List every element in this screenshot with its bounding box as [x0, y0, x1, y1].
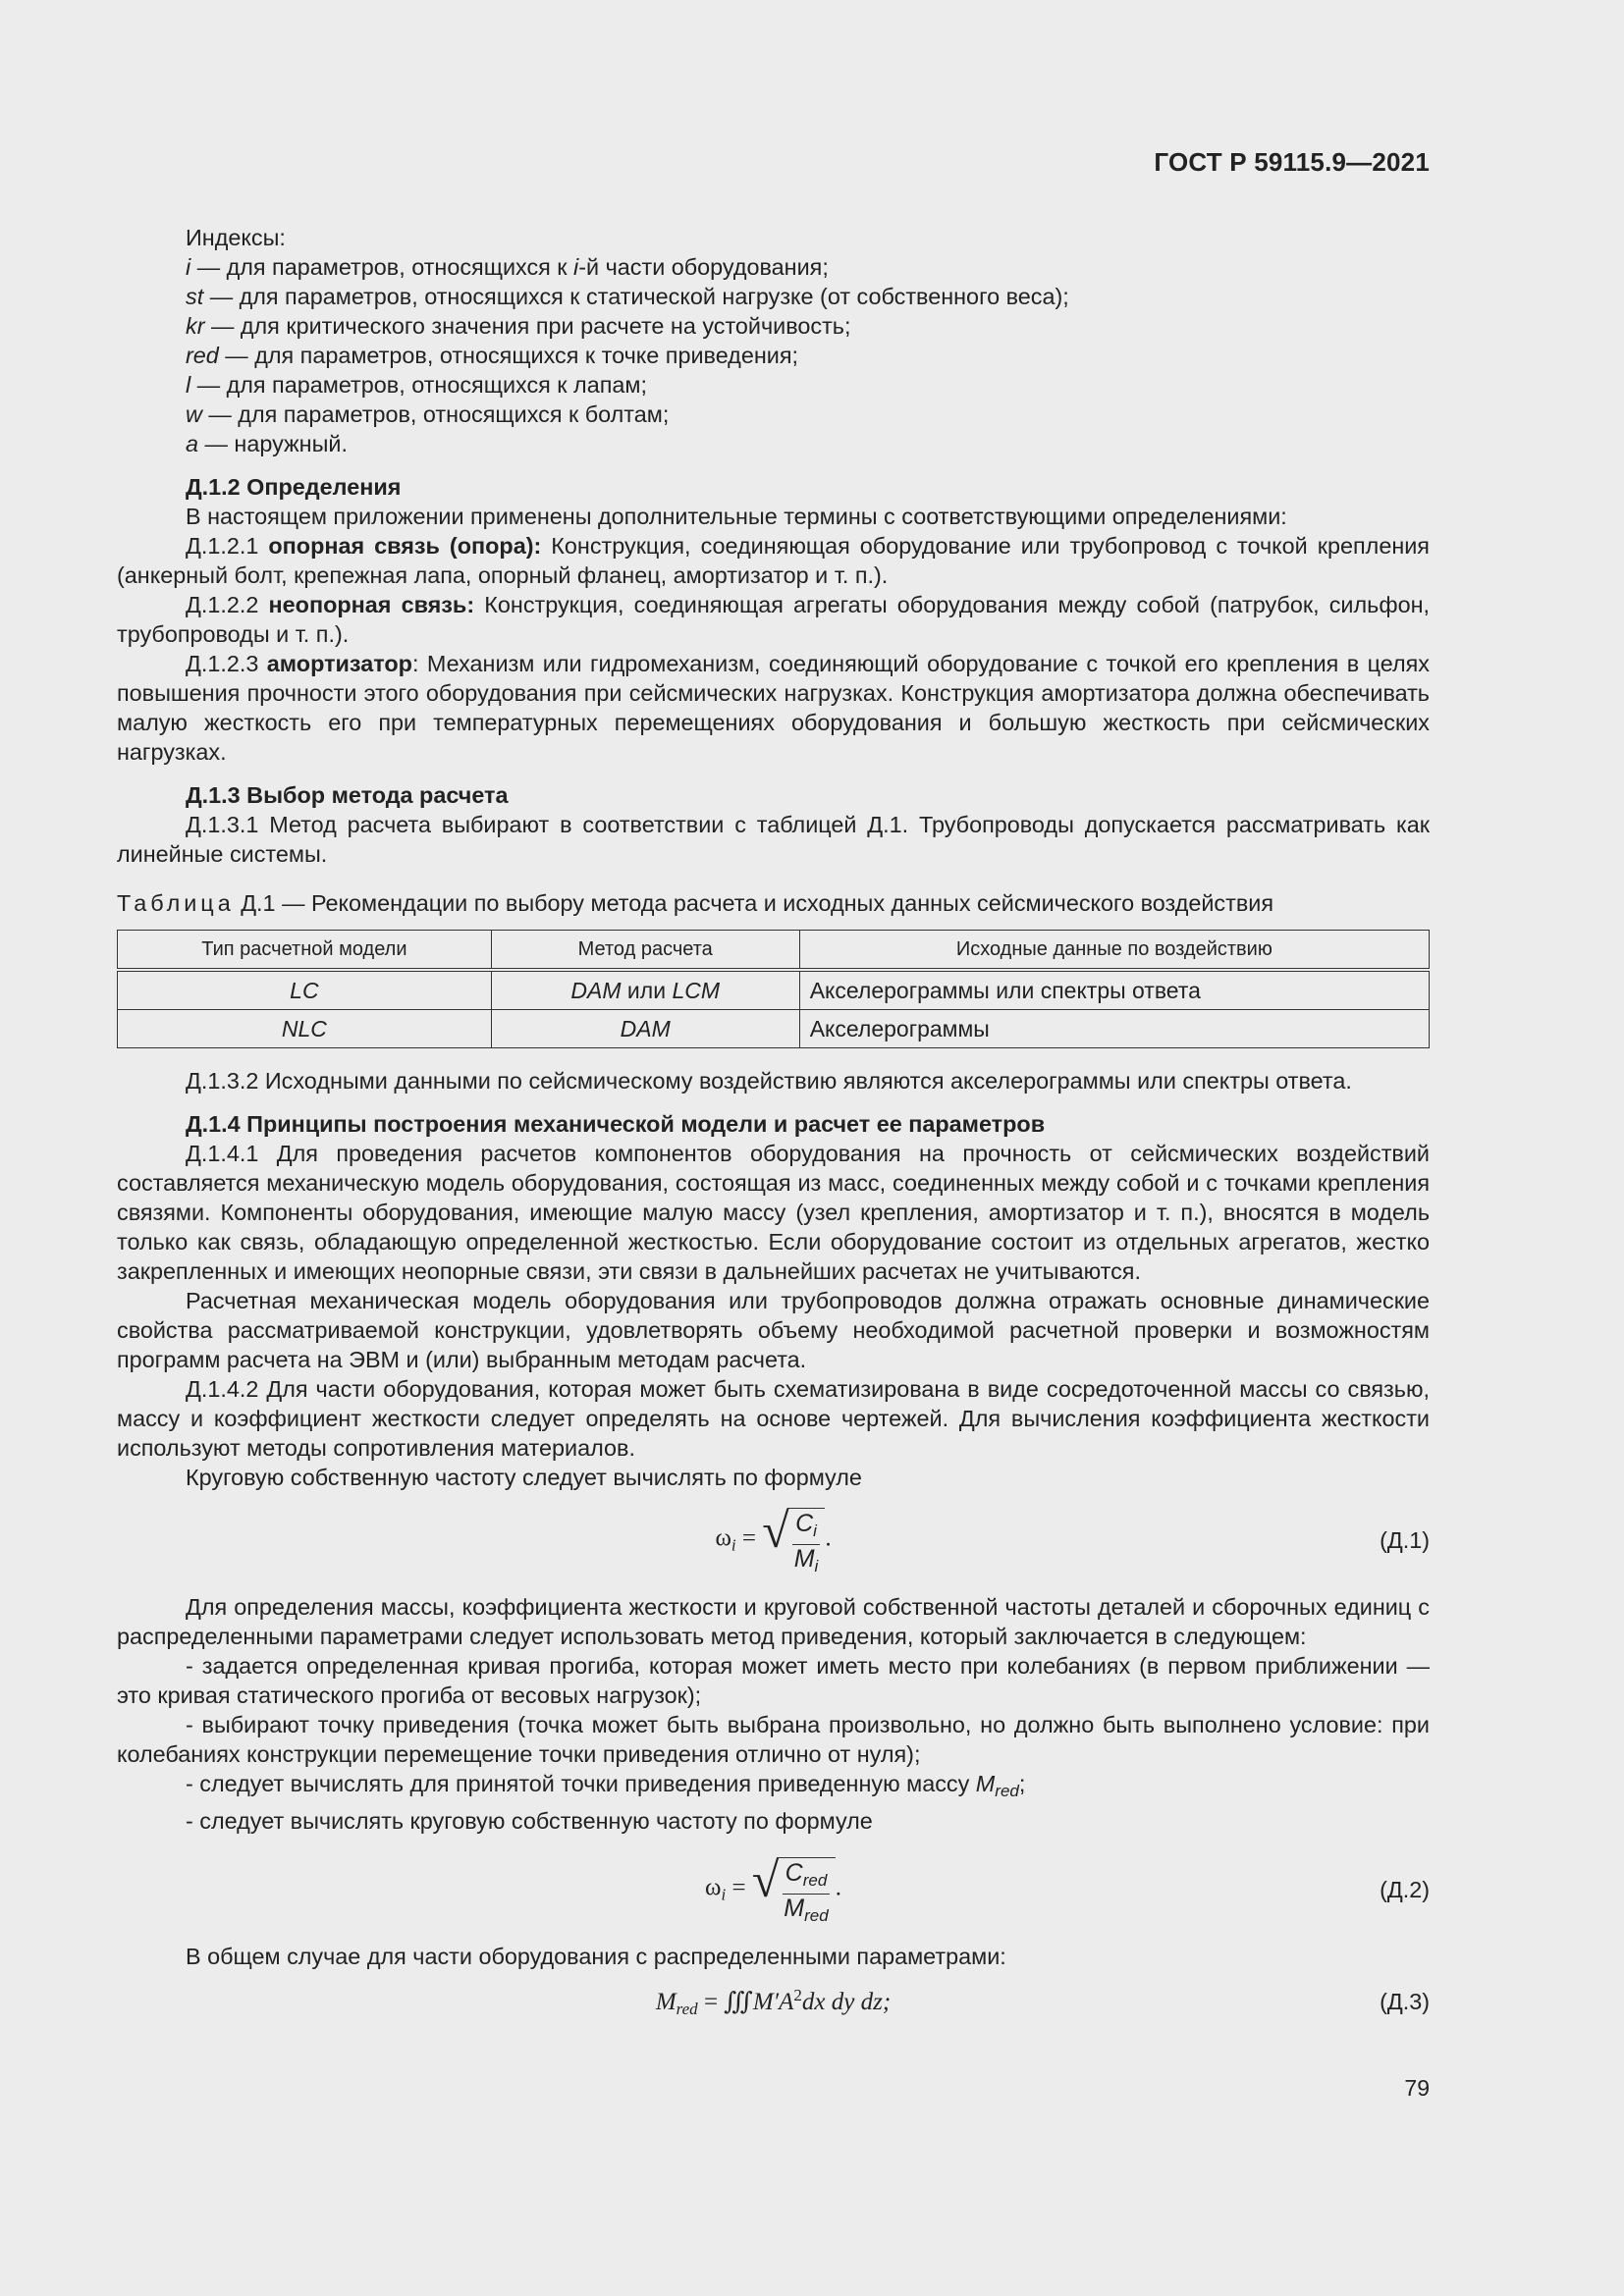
table-caption: Таблица Д.1 — Рекомендации по выбору метода расчета и исходных данных сейсмического воздействия	[117, 890, 1273, 916]
table-cell: NLC	[118, 1010, 492, 1048]
formula-number: (Д.2)	[1380, 1877, 1430, 1902]
list-item: - следует вычислять круговую собственную частоту по формуле	[186, 1808, 873, 1834]
page-content	[117, 223, 1430, 2034]
column-header: Тип расчетной модели	[118, 931, 492, 971]
section-definitions	[117, 472, 1430, 767]
index-item: l — для параметров, относящихся к лапам;	[186, 372, 647, 398]
list-item: - задается определенная кривая прогиба, которая может иметь место при колебаниях (в первом приближении — это кривая статического прогиба от весовых нагрузок);	[117, 1653, 1430, 1708]
paragraph: Круговую собственную частоту следует вычислять по формуле	[186, 1465, 862, 1490]
section-method-choice	[117, 780, 1430, 1095]
section-heading: Д.1.2 Определения	[186, 474, 402, 500]
index-item: w — для параметров, относящихся к болтам;	[186, 401, 670, 427]
column-header: Исходные данные по воздействию	[799, 931, 1429, 971]
formula-expression: $\omega_i$ = √ $\frac{C_{red}}{M_{red}}$ .	[117, 1849, 1430, 1930]
table-cell: LC	[118, 970, 492, 1010]
table-cell: DAM	[491, 1010, 799, 1048]
indices-block	[117, 223, 1430, 458]
paragraph: В настоящем приложении применены дополнительные термины с соответствующими определениями:	[186, 504, 1287, 529]
table-row	[118, 1010, 1430, 1048]
paragraph: Д.1.4.1 Для проведения расчетов компонентов оборудования на прочность от сейсмических воздействий составляется механическую модель оборудования, состоящая из масс, соединенных между собой и с точками крепления связями. Компоненты оборудования, имеющие малую массу (узел крепления, амортизатор и т. п.), вносятся в модель только как связь, обладающую определенной жесткостью. Если оборудование состоит из отдельных агрегатов, жестко закрепленных и имеющих неопорные связи, эти связи в дальнейших расчетах не учитываются.	[117, 1141, 1430, 1284]
formula-d2	[117, 1849, 1430, 1934]
paragraph: В общем случае для части оборудования с распределенными параметрами:	[186, 1944, 1006, 1969]
indices-title: Индексы:	[186, 225, 286, 250]
formula-expression: $\omega_i$ = √ $\frac{C_i}{M_i}$ .	[117, 1500, 1430, 1580]
table-row	[118, 970, 1430, 1010]
table-cell: DAM или LCM	[491, 970, 799, 1010]
index-item: a — наружный.	[186, 431, 348, 456]
page-number: 79	[1404, 2075, 1430, 2101]
index-item: st — для параметров, относящихся к статической нагрузке (от собственного веса);	[186, 284, 1069, 309]
method-table	[117, 930, 1430, 1048]
formula-number: (Д.3)	[1380, 1989, 1430, 2014]
index-item: i — для параметров, относящихся к i-й части оборудования;	[186, 254, 829, 280]
table-cell: Акселерограммы или спектры ответа	[799, 970, 1429, 1010]
formula-number: (Д.1)	[1380, 1527, 1430, 1553]
paragraph: Расчетная механическая модель оборудования или трубопроводов должна отражать основные динамические свойства рассматриваемой конструкции, удовлетворять объему необходимой расчетной проверки и возможностям программ расчета на ЭВМ и (или) выбранным методам расчета.	[117, 1288, 1430, 1372]
formula-d3	[117, 1981, 1430, 2026]
index-item: kr — для критического значения при расчете на устойчивость;	[186, 313, 851, 339]
column-header: Метод расчета	[491, 931, 799, 971]
list-item: - выбирают точку приведения (точка может быть выбрана произвольно, но должно быть выполнено условие: при колебаниях конструкции перемещение точки приведения отлично от нуля);	[117, 1712, 1430, 1767]
definition: Д.1.2.2 неопорная связь: Конструкция, соединяющая агрегаты оборудования между собой (патрубок, сильфон, трубопроводы и т. п.).	[117, 592, 1430, 647]
paragraph: Д.1.4.2 Для части оборудования, которая может быть схематизирована в виде сосредоточенной массы со связью, массу и коэффициент жесткости следует определять на основе чертежей. Для вычисления коэффициента жесткости используют методы сопротивления материалов.	[117, 1376, 1430, 1461]
paragraph: Д.1.3.2 Исходными данными по сейсмическому воздействию являются акселерограммы или спектры ответа.	[186, 1068, 1352, 1094]
paragraph: Для определения массы, коэффициента жесткости и круговой собственной частоты деталей и сборочных единиц с распределенными параметрами следует использовать метод приведения, который заключается в следующем:	[117, 1594, 1430, 1649]
section-mechanical-model	[117, 1109, 1430, 2026]
definition: Д.1.2.3 амортизатор: Механизм или гидромеханизм, соединяющий оборудование с точкой его крепления в целях повышения прочности этого оборудования при сейсмических нагрузках. Конструкция амортизатора должна обеспечивать малую жесткость его при температурных перемещениях оборудования и большую жесткость при сейсмических нагрузках.	[117, 651, 1430, 765]
formula-expression: $M_{red}$ = $∭M'A^2dx$ dy dz;	[655, 1986, 892, 2018]
list-item: - следует вычислять для принятой точки приведения приведенную массу $M_{red}$;	[186, 1771, 1026, 1800]
section-heading: Д.1.4 Принципы построения механической модели и расчет ее параметров	[186, 1111, 1046, 1137]
standard-number: ГОСТ Р 59115.9—2021	[1154, 147, 1430, 177]
section-heading: Д.1.3 Выбор метода расчета	[186, 782, 509, 808]
definition: Д.1.2.1 опорная связь (опора): Конструкция, соединяющая оборудование или трубопровод с точкой крепления (анкерный болт, крепежная лапа, опорный фланец, амортизатор и т. п.).	[117, 533, 1430, 588]
table-cell: Акселерограммы	[799, 1010, 1429, 1048]
paragraph: Д.1.3.1 Метод расчета выбирают в соответствии с таблицей Д.1. Трубопроводы допускается рассматривать как линейные системы.	[117, 812, 1430, 867]
formula-d1	[117, 1500, 1430, 1584]
table-header-row	[118, 931, 1430, 971]
index-item: red — для параметров, относящихся к точке приведения;	[186, 343, 798, 368]
